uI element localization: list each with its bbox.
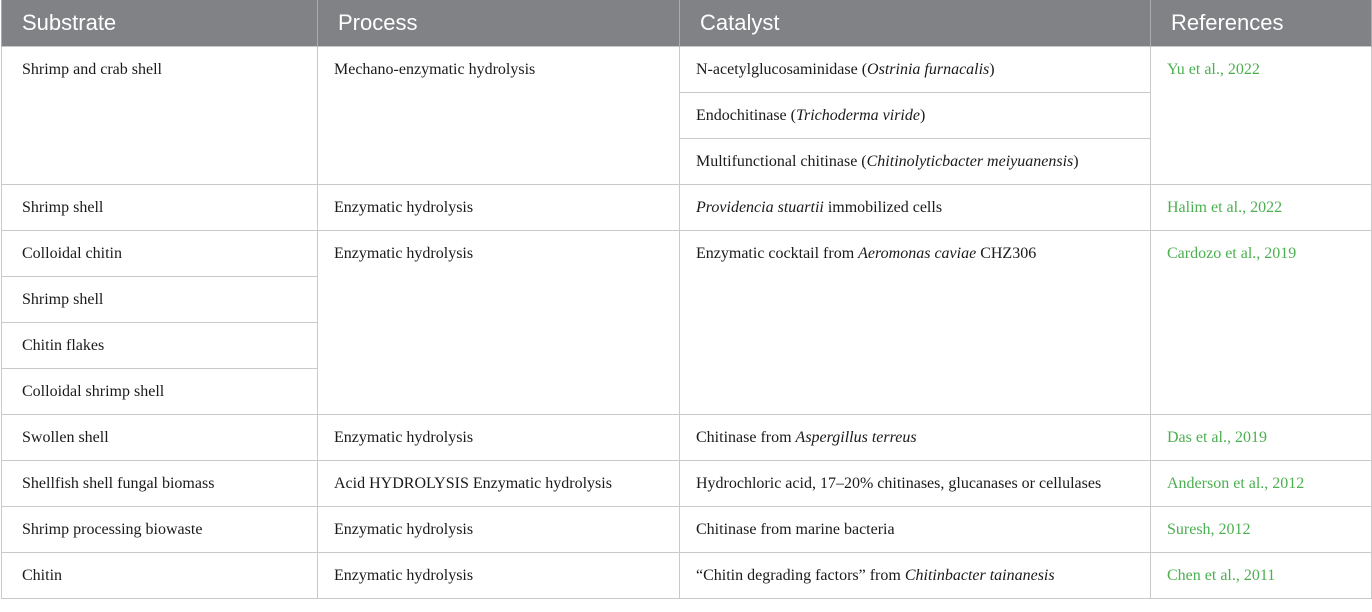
header-substrate: Substrate bbox=[2, 0, 318, 47]
substrate-cell: Shrimp and crab shell bbox=[2, 47, 318, 185]
substrate-cell: Colloidal chitin bbox=[2, 231, 318, 277]
substrate-cell: Shrimp processing biowaste bbox=[2, 507, 318, 553]
process-cell: Enzymatic hydrolysis bbox=[318, 553, 680, 599]
table-row bbox=[2, 47, 1372, 93]
substrate-cell: Colloidal shrimp shell bbox=[2, 369, 318, 415]
reference-cell bbox=[1151, 415, 1372, 461]
reference-link[interactable]: Chen et al., 2011 bbox=[1167, 567, 1276, 584]
reference-link[interactable]: Cardozo et al., 2019 bbox=[1167, 245, 1297, 262]
header-references: References bbox=[1151, 0, 1372, 47]
process-cell: Enzymatic hydrolysis bbox=[318, 507, 680, 553]
table-row bbox=[2, 553, 1372, 599]
header-row bbox=[2, 0, 1372, 47]
substrate-cell: Swollen shell bbox=[2, 415, 318, 461]
substrate-cell: Chitin flakes bbox=[2, 323, 318, 369]
process-cell: Mechano-enzymatic hydrolysis bbox=[318, 47, 680, 185]
process-cell: Acid HYDROLYSIS Enzymatic hydrolysis bbox=[318, 461, 680, 507]
catalyst-cell: Chitinase from marine bacteria bbox=[680, 507, 1151, 553]
reference-cell bbox=[1151, 185, 1372, 231]
catalyst-cell: Hydrochloric acid, 17–20% chitinases, glucanases or cellulases bbox=[680, 461, 1151, 507]
catalyst-cell: N-acetylglucosaminidase (Ostrinia furnacalis) bbox=[680, 47, 1151, 93]
substrate-cell: Shellfish shell fungal biomass bbox=[2, 461, 318, 507]
reference-cell bbox=[1151, 507, 1372, 553]
reference-cell bbox=[1151, 461, 1372, 507]
process-cell: Enzymatic hydrolysis bbox=[318, 185, 680, 231]
reference-cell bbox=[1151, 553, 1372, 599]
catalyst-cell: Chitinase from Aspergillus terreus bbox=[680, 415, 1151, 461]
reference-link[interactable]: Das et al., 2019 bbox=[1167, 429, 1267, 446]
table-row bbox=[2, 185, 1372, 231]
catalyst-cell: Multifunctional chitinase (Chitinolyticbacter meiyuanensis) bbox=[680, 139, 1151, 185]
table-row bbox=[2, 507, 1372, 553]
header-catalyst: Catalyst bbox=[680, 0, 1151, 47]
table-row bbox=[2, 231, 1372, 277]
header-process: Process bbox=[318, 0, 680, 47]
references-table bbox=[1, 0, 1372, 599]
reference-cell bbox=[1151, 231, 1372, 415]
process-cell: Enzymatic hydrolysis bbox=[318, 415, 680, 461]
substrate-cell: Shrimp shell bbox=[2, 185, 318, 231]
catalyst-cell: Providencia stuartii immobilized cells bbox=[680, 185, 1151, 231]
catalyst-cell: “Chitin degrading factors” from Chitinbacter tainanesis bbox=[680, 553, 1151, 599]
reference-link[interactable]: Anderson et al., 2012 bbox=[1167, 475, 1305, 492]
table-row bbox=[2, 461, 1372, 507]
substrate-cell: Chitin bbox=[2, 553, 318, 599]
catalyst-cell: Enzymatic cocktail from Aeromonas caviae CHZ306 bbox=[680, 231, 1151, 415]
reference-link[interactable]: Halim et al., 2022 bbox=[1167, 199, 1283, 216]
reference-link[interactable]: Suresh, 2012 bbox=[1167, 521, 1251, 538]
table-header bbox=[2, 0, 1372, 47]
reference-cell bbox=[1151, 47, 1372, 185]
reference-link[interactable]: Yu et al., 2022 bbox=[1167, 61, 1260, 78]
substrate-cell: Shrimp shell bbox=[2, 277, 318, 323]
catalyst-cell: Endochitinase (Trichoderma viride) bbox=[680, 93, 1151, 139]
table-body bbox=[2, 47, 1372, 599]
table-row bbox=[2, 415, 1372, 461]
process-cell: Enzymatic hydrolysis bbox=[318, 231, 680, 415]
